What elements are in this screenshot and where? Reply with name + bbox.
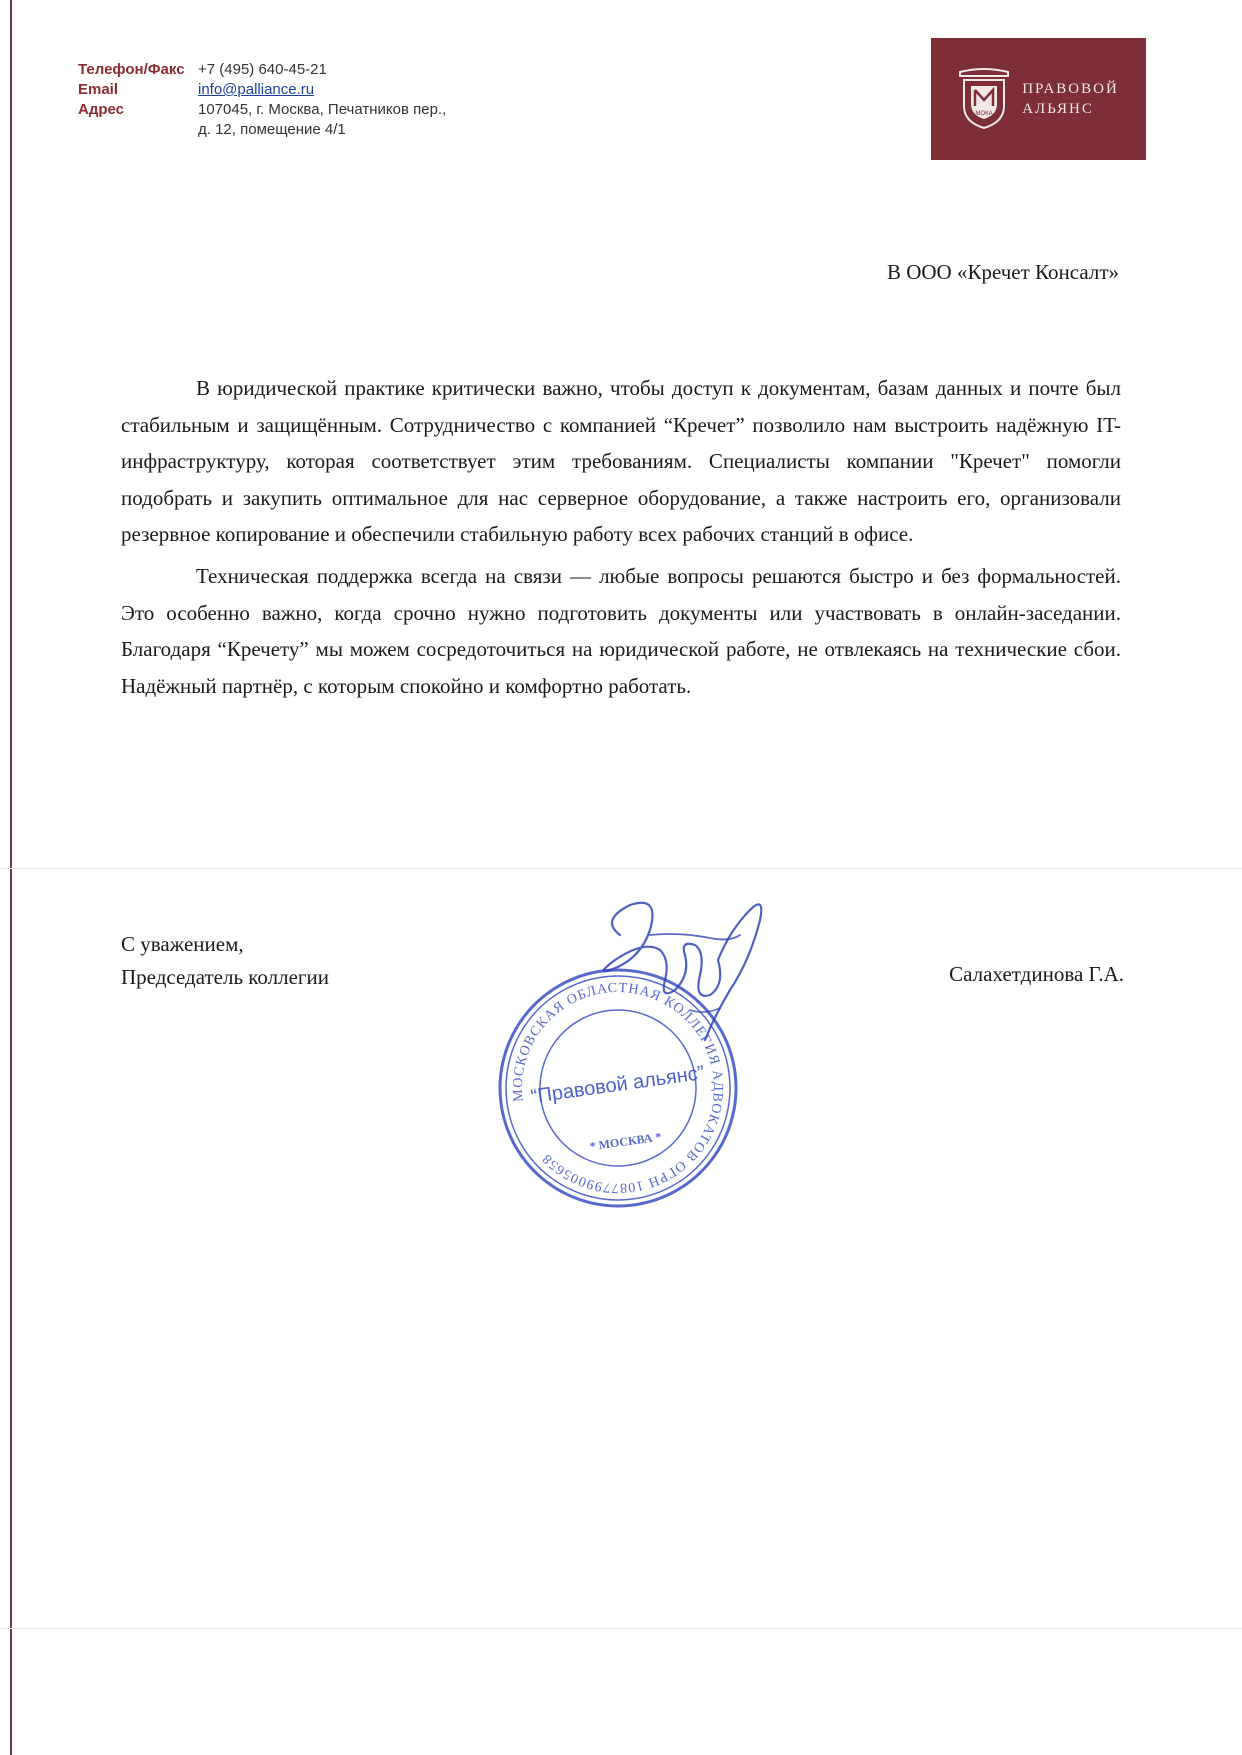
logo-text	[1022, 79, 1119, 119]
svg-text:МОСКОВСКАЯ ОБЛАСТНАЯ КОЛЛЕГИЯ: МОСКОВСКАЯ ОБЛАСТНАЯ КОЛЛЕГИЯ АДВОКАТОВ ОГРН 1087799005658	[510, 980, 726, 1196]
contact-value-address-2: д. 12, помещение 4/1	[198, 121, 346, 138]
body-paragraph-1: В юридической практике критически важно, чтобы доступ к документам, базам данных и почте был стабильным и защищённым. Сотрудничество с компанией “Кречет” позволило нам выстроить надёжную IT-инфраструктуру, которая соответствует этим требованиям. Специалисты компании "Кречет" помогли подобрать и закупить оптимальное для нас серверное оборудование, а также настроить его, организовали резервное копирование и обеспечили стабильную работу всех рабочих станций в офисе.	[121, 376, 1121, 547]
contact-value-address: 107045, г. Москва, Печатников пер.,	[198, 101, 447, 118]
company-logo	[931, 38, 1146, 160]
contact-row-address	[78, 100, 446, 120]
header-contacts	[78, 60, 446, 140]
scan-edge	[0, 0, 12, 1755]
letter-body	[121, 370, 1121, 704]
contact-value-phone: +7 (495) 640-45-21	[198, 61, 327, 78]
body-paragraph-2: Техническая поддержка всегда на связи — любые вопросы решаются быстро и без формальностей. Это особенно важно, когда срочно нужно подготовить документы или участвовать в онлайн-заседании. Благодаря “Кречету” мы можем сосредоточиться на юридической работе, не отвлекаясь на технические сбои. Надёжный партнёр, с которым спокойно и комфортно работать.	[121, 563, 1121, 698]
shield-emblem-icon	[958, 68, 1010, 130]
handwritten-signature-icon	[590, 890, 780, 1050]
contact-row-email	[78, 80, 446, 100]
email-link[interactable]: info@palliance.ru	[198, 81, 315, 98]
closing-greeting: С уважением,	[121, 932, 244, 956]
svg-text:* МОСКВА *: * МОСКВА *	[588, 1129, 663, 1154]
recipient-line: В ООО «Кречет Консалт»	[886, 260, 1119, 284]
logo-line-2: АЛЬЯНС	[1022, 101, 1094, 117]
contact-label-address: Адрес	[78, 101, 125, 118]
scan-artifact-line	[0, 1628, 1242, 1629]
contact-label-email: Email	[78, 81, 119, 98]
signer-position: Председатель коллегии	[121, 965, 330, 989]
contact-label-empty	[78, 120, 198, 140]
svg-text:МОКА: МОКА	[975, 111, 993, 117]
contact-row-phone	[78, 60, 446, 80]
contact-label-phone: Телефон/Факс	[78, 61, 185, 78]
contact-row-address-2	[78, 120, 446, 140]
svg-text:“Правовой альянс”: “Правовой альянс”	[529, 1061, 706, 1109]
scan-artifact-line	[0, 868, 1242, 869]
logo-line-1: ПРАВОВОЙ	[1022, 81, 1119, 97]
closing-block	[121, 928, 329, 994]
signer-name: Салахетдинова Г.А.	[949, 962, 1124, 986]
